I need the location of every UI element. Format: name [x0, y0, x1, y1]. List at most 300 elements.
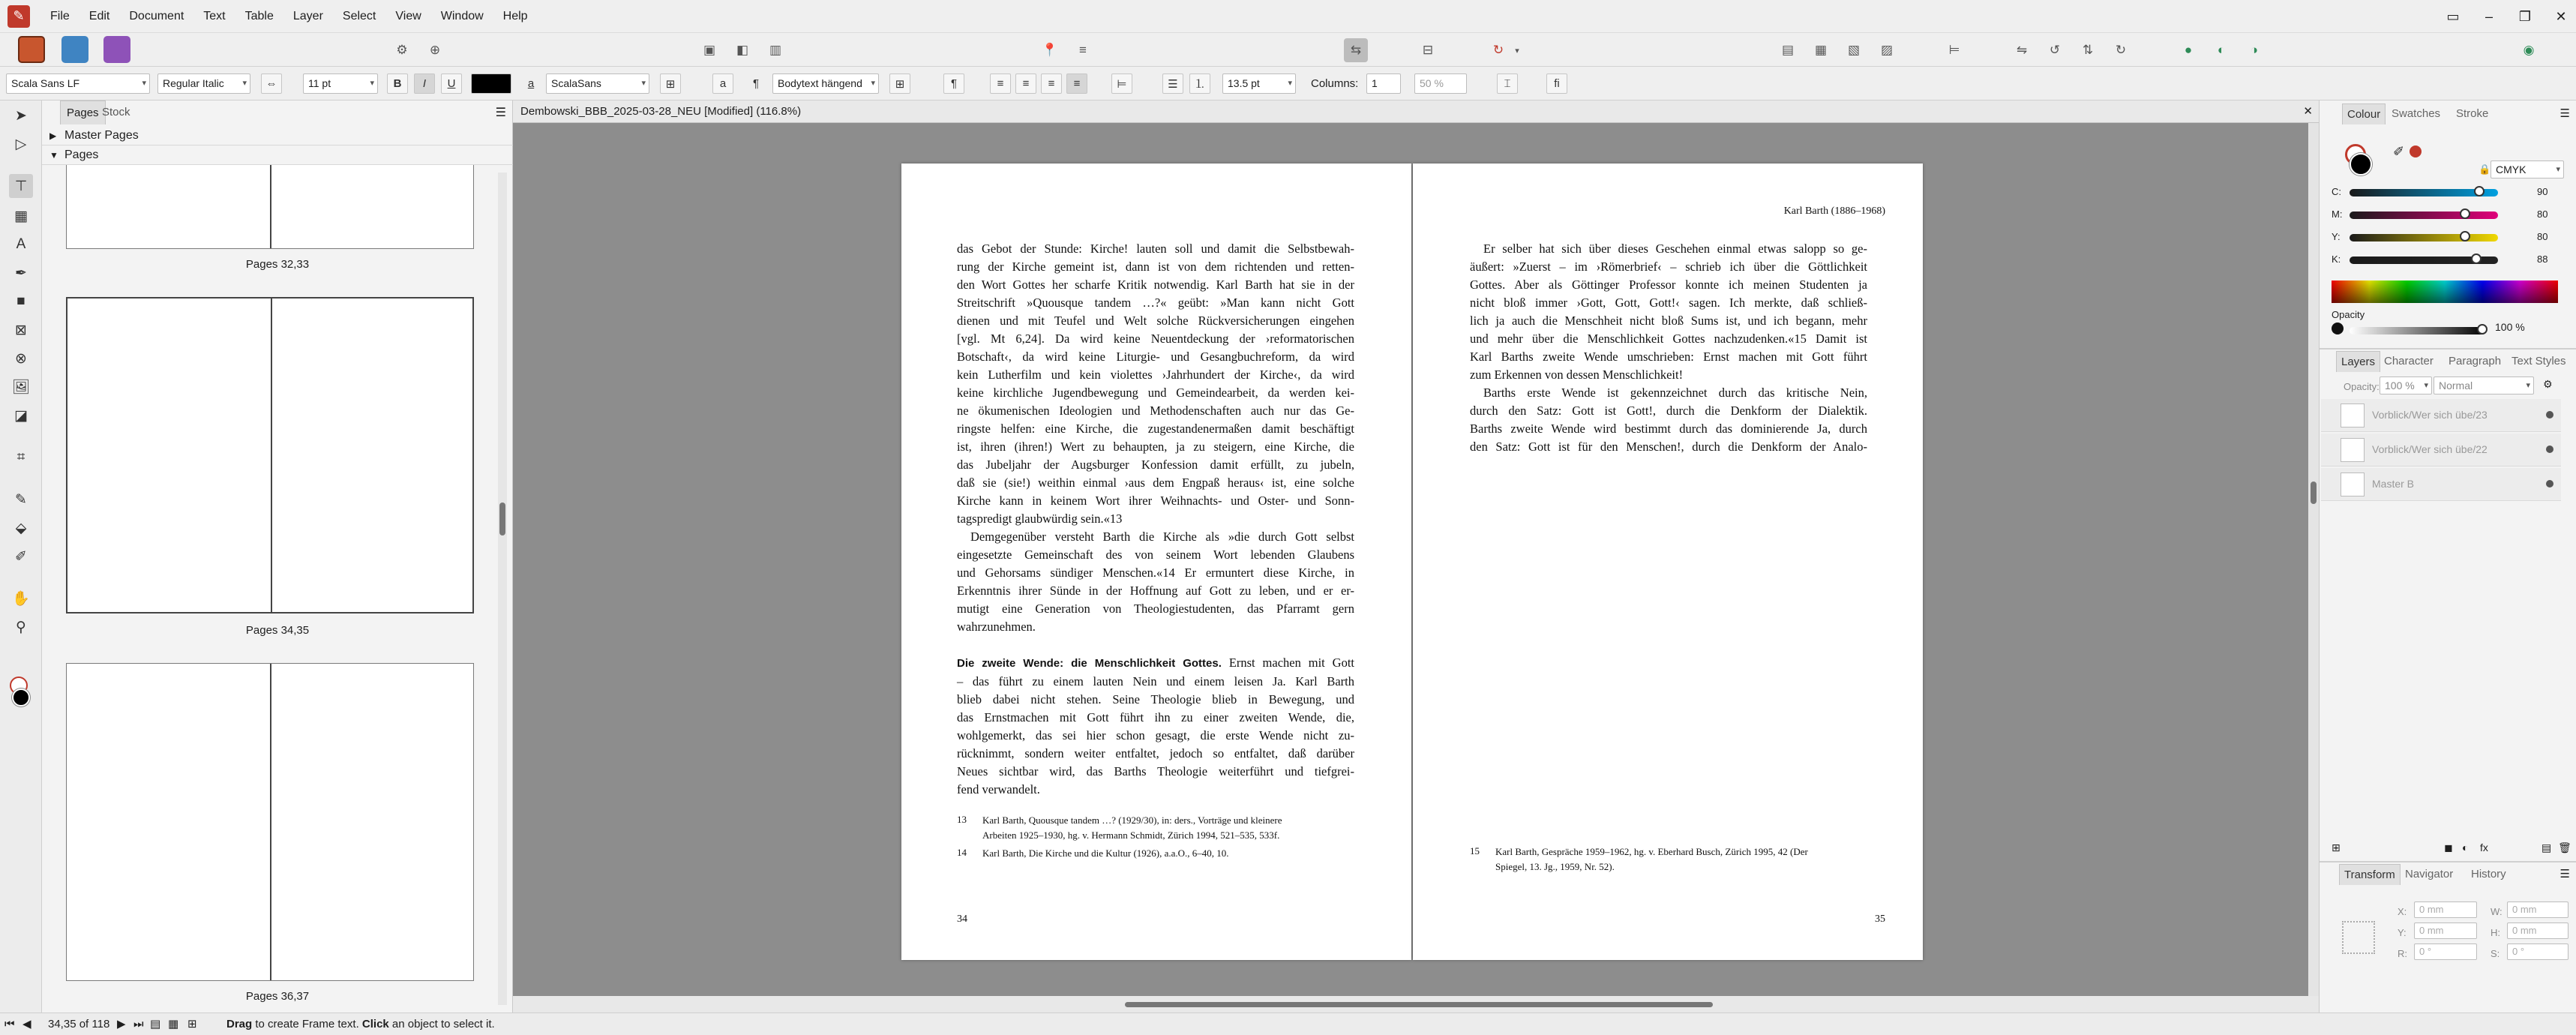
x-field[interactable]: [2414, 902, 2477, 918]
vertical-align-button[interactable]: ⊨: [1111, 74, 1132, 94]
blend-mode-value: Normal: [2439, 380, 2473, 392]
crop-tool-icon[interactable]: ⌗: [16, 449, 25, 465]
frame-text-tool-icon[interactable]: ⊤: [9, 174, 33, 198]
text-line: durch den Satz: Gott ist Gott!, durch die Denkform der Dialektik.: [1470, 404, 1867, 418]
pages-section[interactable]: [42, 146, 513, 165]
italic-label: I: [422, 77, 427, 90]
text-frame-icon[interactable]: ⌶: [1497, 74, 1518, 94]
body-text-block-3[interactable]: [957, 654, 1354, 799]
arrange-backward-icon[interactable]: ▦: [1814, 43, 1828, 57]
menu-item-file[interactable]: File: [50, 9, 70, 22]
text-line: Kirche kann in keinem Wort ihrer Weihnachts- und Oster- und Sonn-: [957, 494, 1354, 508]
thumbnail-label: Pages 32,33: [245, 258, 310, 271]
flip-horizontal-icon[interactable]: ⇋: [2016, 43, 2028, 57]
hint-text-1: to create Frame text.: [252, 1018, 362, 1030]
text-line: [vgl. Mt 6,24]. Da wird keine Neuentdeckung der ›reformatorischen: [957, 332, 1354, 346]
layer-opacity-select[interactable]: 100 % ▾: [2380, 376, 2432, 394]
layer-row[interactable]: [2321, 468, 2561, 501]
tools-panel: [0, 100, 42, 1012]
s-label: S:: [2491, 948, 2500, 959]
columns-input[interactable]: [1366, 74, 1401, 94]
char-style-icon[interactable]: [520, 74, 541, 94]
view-mode-icon[interactable]: ▣: [703, 43, 716, 57]
close-window-button[interactable]: ✕: [2555, 8, 2567, 24]
font-style-select[interactable]: Regular Italic ▾: [157, 74, 250, 94]
layer-opacity-label: Opacity:: [2344, 381, 2380, 392]
document-tab[interactable]: [513, 100, 2319, 123]
page-thumbnail-32-33[interactable]: [66, 165, 474, 249]
align-center-button[interactable]: ≡: [1015, 74, 1036, 94]
opacity-label: Opacity: [2332, 309, 2365, 320]
designer-persona-icon[interactable]: [103, 36, 130, 63]
rotation-field[interactable]: [2414, 944, 2477, 960]
text-line: und mehr über die Menschlichkeit Gottes nachzudenken.«15 Damit ist: [1470, 332, 1867, 346]
scrollbar-thumb[interactable]: [2311, 482, 2317, 504]
text-line: Gottes. Aber als Göttinger Professor konnte ich meinen Studenten ja: [1470, 278, 1867, 292]
tab-swatches[interactable]: Swatches: [2392, 107, 2441, 120]
w-field[interactable]: [2507, 902, 2569, 918]
footnote-number: 15: [1470, 845, 1480, 856]
r-value: 0 °: [2419, 946, 2432, 957]
menu-item-edit[interactable]: Edit: [88, 9, 110, 22]
visibility-dot-icon[interactable]: [2546, 411, 2554, 418]
main-toolbar: [0, 33, 2576, 67]
spread-view-icon[interactable]: ▦: [168, 1018, 179, 1030]
tab-paragraph[interactable]: Paragraph: [2449, 355, 2502, 368]
bold-button[interactable]: [387, 74, 408, 94]
arrange-front-icon[interactable]: ▨: [1880, 43, 1894, 57]
s-value: 0 °: [2512, 946, 2525, 957]
color-model-select[interactable]: CMYK ▾: [2491, 160, 2564, 178]
photo-persona-icon[interactable]: [61, 36, 88, 63]
ligatures-button[interactable]: [1546, 74, 1567, 94]
text-line: daß sie (sie!) weithin einmal ›aus dem Engpaß heraus‹ ist, eine solche: [957, 476, 1354, 490]
first-page-icon[interactable]: ⏮: [4, 1018, 15, 1030]
node-tool-icon[interactable]: ▷: [15, 136, 27, 152]
visibility-dot-icon[interactable]: [2546, 446, 2554, 453]
thumbnail-label: Pages 36,37: [245, 990, 310, 1003]
text-line: eingesetzte Gemeinschaft des von seinem Wort lebenden Glaubens: [957, 548, 1354, 562]
spine: [270, 165, 271, 248]
cmyk-slider[interactable]: [2350, 189, 2498, 196]
cmyk-slider[interactable]: [2350, 256, 2498, 264]
place-image-tool-icon[interactable]: 🖼: [11, 380, 31, 395]
text-line: dienen und mit Teufel und Welt solche Rückversicherungen eingehen: [957, 314, 1354, 328]
layer-add-icon[interactable]: ⊞: [2332, 842, 2341, 854]
char-style-glyph: a: [527, 77, 535, 90]
kerning-icon[interactable]: ⇔: [261, 74, 282, 94]
text-wrap-icon[interactable]: ≡: [1079, 43, 1087, 57]
close-document-icon[interactable]: ✕: [2303, 105, 2313, 118]
text-line: Barths erste Wende ist gekennzeichnet durch das kritische Nein,: [1483, 386, 1867, 400]
previous-page-icon[interactable]: ◀: [22, 1018, 31, 1030]
text-line: fend verwandelt.: [957, 782, 1040, 796]
scrollbar-thumb[interactable]: [1125, 1002, 1713, 1007]
footnote-line: Karl Barth, Gespräche 1959–1962, hg. v. Eberhard Busch, Zürich 1995, 42 (Der: [1495, 846, 1808, 857]
footnote-text[interactable]: [982, 846, 1356, 861]
opacity-swatch: [2332, 322, 2344, 334]
rectangle-tool-icon[interactable]: ■: [16, 293, 25, 309]
text-color-swatch[interactable]: [471, 74, 511, 94]
arrange-back-icon[interactable]: ▤: [1781, 43, 1795, 57]
settings-gear-icon[interactable]: ⚙: [396, 43, 408, 57]
folio-left: 34: [957, 914, 967, 925]
studio-panel: [2319, 100, 2576, 1012]
text-line: Er selber hat sich über dieses Geschehen einmal etwas salopp so ge-: [1483, 242, 1867, 256]
special-chars-glyph: ¶: [950, 77, 958, 90]
snapping-icon[interactable]: ⊕: [429, 43, 441, 57]
text-line: wohlgemerkt, das sei hier schon gesagt, die erste Wende nicht zu-: [957, 728, 1354, 742]
text-line: Demgegenüber versteht Barth die Kirche als »die durch Gott selbst: [970, 530, 1354, 544]
move-tool-icon[interactable]: ➤: [15, 107, 27, 124]
w-value: 0 mm: [2512, 904, 2537, 915]
char-style-select[interactable]: ScalaSans ▾: [546, 74, 649, 94]
transparency-tool-icon[interactable]: ⬙: [15, 520, 27, 536]
page-thumbnail-36-37[interactable]: [66, 663, 474, 981]
body-text-block-2[interactable]: [957, 528, 1354, 636]
minimize-button[interactable]: –: [2485, 8, 2493, 24]
boolean-subtract-icon[interactable]: ◐: [2217, 43, 2226, 57]
pen-tool-icon[interactable]: ✒: [15, 265, 27, 281]
color-model-value: CMYK: [2496, 164, 2527, 176]
text-line: Barths zweite Wende wird bestimmt durch das dominierende Ja, durch: [1470, 422, 1867, 436]
eyedropper-icon[interactable]: ✐: [2393, 144, 2405, 159]
footnote-line: Spiegel, 13. Jg., 1959, Nr. 52).: [1495, 861, 1615, 872]
text-line: Streitschrift »Quousque tandem …?« geübt: »Man kann nicht Gott: [957, 296, 1354, 310]
cmyk-slider[interactable]: [2350, 234, 2498, 242]
page-35[interactable]: [1413, 164, 1923, 960]
layer-name: Vorblick/Wer sich übe/23: [2372, 409, 2488, 421]
layer-adjust-icon[interactable]: ◐: [2462, 842, 2469, 854]
menu-item-window[interactable]: Window: [440, 9, 484, 22]
master-pages-label: Master Pages: [64, 129, 139, 142]
menu-item-view[interactable]: View: [395, 9, 421, 22]
text-line: [957, 654, 1354, 673]
gutter-value: 50 %: [1420, 77, 1444, 89]
opacity-value[interactable]: 100 %: [2495, 321, 2525, 333]
folio-right: 35: [1875, 914, 1885, 925]
page-34[interactable]: [901, 164, 1411, 960]
status-hint: [226, 1013, 495, 1035]
text-frame-options-icon[interactable]: ⊟: [1422, 43, 1434, 57]
para-style-options-icon[interactable]: ⊞: [889, 74, 910, 94]
cmyk-value[interactable]: 80: [2537, 231, 2548, 242]
text-line: Karl Barths zweite Wende umschrieben: Ernst machen mit Gott führt: [1470, 350, 1867, 364]
panel-menu-icon[interactable]: ☰: [2560, 107, 2570, 120]
menu-items: [40, 0, 538, 33]
page-view-icon[interactable]: ▤: [150, 1018, 161, 1030]
numbered-list-button[interactable]: ⒈: [1189, 74, 1210, 94]
text-line: rücknimmt, sondern weiter entfaltet, jedoch so entfaltet, daß darüber: [957, 746, 1354, 760]
body-text-block-1[interactable]: [957, 240, 1354, 528]
shear-field[interactable]: [2507, 944, 2569, 960]
window-controls: [2443, 0, 2572, 33]
footnote-line: Karl Barth, Quousque tandem …? (1929/30), in: ders., Vorträge und kleinere: [982, 814, 1282, 826]
body-text-block-5[interactable]: [1470, 384, 1867, 456]
italic-button[interactable]: [414, 74, 435, 94]
baseline-glyph: a: [719, 77, 727, 90]
footnote-text[interactable]: [1495, 844, 1869, 874]
flip-vertical-icon[interactable]: ⇅: [2082, 43, 2094, 57]
columns-value: 1: [1372, 77, 1378, 89]
slider-knob[interactable]: [2460, 231, 2470, 242]
para-style-select[interactable]: Bodytext hängend ▾: [772, 74, 879, 94]
preflight-dropdown-icon[interactable]: ▾: [1515, 46, 1519, 56]
layer-settings-gear-icon[interactable]: ⚙: [2543, 378, 2553, 390]
text-line: – das führt zu einem lauten Nein und einem leisen Ja. Karl Barth: [957, 674, 1354, 688]
anchor-point-selector[interactable]: [2342, 921, 2375, 954]
h-field[interactable]: [2507, 922, 2569, 939]
para-style-glyph: ¶: [752, 77, 760, 90]
pages-panel: [42, 100, 513, 1012]
y-label: Y:: [2398, 927, 2407, 938]
boolean-add-icon[interactable]: ●: [2184, 43, 2193, 57]
text-line: Botschaft‹, da wird keine Liturgie- und Gesangbuchreform, da wird: [957, 350, 1354, 364]
document-title: Dembowski_BBB_2025-03-28_NEU [Modified] (116.8%): [520, 105, 802, 118]
tab-navigator[interactable]: Navigator: [2405, 868, 2454, 880]
y-value: 0 mm: [2419, 925, 2444, 936]
columns-label: Columns:: [1311, 77, 1359, 90]
table-tool-icon[interactable]: ▦: [14, 208, 28, 224]
footnote-line: Arbeiten 1925–1930, hg. v. Hermann Schmidt, Zürich 1994, 521–535, 533f.: [982, 830, 1280, 841]
text-line: ist, ihren (ihren!) Wert zu behaupten, ja zu steigern, eine Kirche, die: [957, 440, 1354, 454]
para-style-icon[interactable]: [745, 74, 766, 94]
layer-opacity-value: 100 %: [2385, 380, 2415, 392]
picture-frame-tool-icon[interactable]: ⊠: [15, 322, 27, 338]
opacity-slider[interactable]: [2350, 327, 2486, 334]
grid-view-icon[interactable]: ⊞: [187, 1018, 197, 1030]
tab-history[interactable]: History: [2471, 868, 2506, 880]
align-icon[interactable]: ⊨: [1948, 43, 1960, 57]
ellipse-frame-tool-icon[interactable]: ⊗: [15, 350, 27, 367]
footnote-number: 13: [957, 814, 967, 825]
text-line: ne ökumenischen Ideologien und Methodenschaften auch nur das Ge-: [957, 404, 1354, 418]
text-line: das Gebot der Stunde: Kirche! lauten soll und damit die Selbstbewah-: [957, 242, 1354, 256]
show-special-chars-button[interactable]: [943, 74, 964, 94]
gutter-input[interactable]: [1414, 74, 1467, 94]
layer-thumbnail: [2341, 438, 2365, 462]
panel-menu-icon[interactable]: ☰: [2560, 868, 2570, 880]
leading-value: 13.5 pt: [1228, 77, 1260, 89]
font-size-value: 11 pt: [308, 77, 331, 89]
page-indicator[interactable]: 34,35 of 118: [48, 1018, 110, 1030]
underline-button[interactable]: [441, 74, 462, 94]
y-field[interactable]: [2414, 922, 2477, 939]
color-picker-icon[interactable]: ✐: [15, 548, 27, 565]
text-line: tagspredigt glaubwürdig sein.«13: [957, 512, 1123, 526]
layer-delete-icon[interactable]: 🗑: [2558, 842, 2572, 854]
status-bar: [0, 1012, 2576, 1035]
hint-drag: Drag: [226, 1018, 253, 1030]
font-family-select[interactable]: Scala Sans LF ▾: [6, 74, 150, 94]
leading-select[interactable]: 13.5 pt ▾: [1222, 74, 1296, 94]
app-logo[interactable]: ✎: [7, 5, 30, 28]
text-line: nicht bloß immer ›Gott, Gott, Gott!‹ sagen. Ich merkte, daß schließ-: [1470, 296, 1867, 310]
scrollbar-thumb[interactable]: [499, 502, 505, 536]
cmyk-value[interactable]: 80: [2537, 208, 2548, 220]
visibility-dot-icon[interactable]: [2546, 480, 2554, 488]
x-value: 0 mm: [2419, 904, 2444, 915]
text-line: Erkenntnis ihrer Sünde in der Hoffnung auf Gott zu leben, und er er-: [957, 584, 1354, 598]
section-heading: Die zweite Wende: die Menschlichkeit Gottes.: [957, 657, 1222, 670]
bullet-list-button[interactable]: ☰: [1162, 74, 1183, 94]
boolean-intersect-icon[interactable]: ◑: [2250, 43, 2259, 57]
blend-mode-select[interactable]: Normal ▾: [2434, 376, 2534, 394]
panel-menu-icon[interactable]: ☰: [495, 106, 506, 119]
h-value: 0 mm: [2512, 925, 2537, 936]
cmyk-label: M:: [2332, 208, 2343, 220]
fill-tool-icon[interactable]: ✎: [15, 491, 27, 508]
r-label: R:: [2398, 948, 2407, 959]
text-line: Neues sichtbar wird, das Barths Theologie weiterführt und tiefgrei-: [957, 764, 1354, 778]
text-line: das Jubeljahr der Augsburger Konfession damit erfüllt, zu jubeln,: [957, 458, 1354, 472]
link-frames-icon[interactable]: ⇆: [1344, 38, 1368, 62]
chevron-right-icon: ▶: [49, 130, 57, 141]
text-line: keine kirchliche Jugendbewegung und Gemeindearbeit, da werden kei-: [957, 386, 1354, 400]
cmyk-label: K:: [2332, 254, 2341, 265]
restore-button[interactable]: ❐: [2518, 8, 2532, 24]
canvas-vertical-scrollbar[interactable]: [2308, 123, 2319, 996]
slider-knob[interactable]: [2474, 186, 2485, 196]
char-style-options-icon[interactable]: ⊞: [660, 74, 681, 94]
fill-color-well[interactable]: [2350, 153, 2372, 176]
tab-transform[interactable]: Transform: [2339, 864, 2401, 885]
text-line: kein Lutherfilm und kein violettes ›Jahrhundert der Kirche‹, da wird: [957, 368, 1354, 382]
footnote-line: Karl Barth, Die Kirche und die Kultur (1926), a.a.O., 6–40, 10.: [982, 848, 1229, 859]
tab-layers[interactable]: Layers: [2336, 351, 2380, 372]
next-page-icon[interactable]: ▶: [117, 1018, 126, 1030]
cmyk-label: C:: [2332, 186, 2341, 197]
text-line: zum Erkennen von dessen Menschlichkeit!: [1470, 368, 1684, 382]
recent-color-swatch[interactable]: [2410, 146, 2422, 158]
hint-click: Click: [361, 1018, 389, 1030]
layer-group-icon[interactable]: ▤: [2542, 842, 2552, 854]
layer-thumbnail: [2341, 404, 2365, 428]
tab-text-styles[interactable]: Text Styles: [2512, 355, 2566, 368]
layer-name: Master B: [2372, 478, 2415, 490]
tab-stroke[interactable]: Stroke: [2456, 107, 2489, 120]
master-pages-section[interactable]: [42, 126, 513, 146]
footnote-text[interactable]: [982, 813, 1356, 843]
menu-item-select[interactable]: Select: [342, 9, 376, 22]
page-thumbnail-34-35[interactable]: [66, 297, 474, 614]
x-label: X:: [2398, 906, 2407, 917]
text-line: äußert: »Zuerst – im ›Römerbrief‹ – schrieb ich über die Göttlichkeit: [1470, 260, 1867, 274]
lock-icon[interactable]: 🔒: [2479, 164, 2491, 175]
align-right-button[interactable]: ≡: [1041, 74, 1062, 94]
body-text-block-4[interactable]: [1470, 240, 1867, 384]
running-head: Karl Barth (1886–1968): [1783, 206, 1885, 217]
context-toolbar: [0, 67, 2576, 100]
menu-item-layer[interactable]: Layer: [292, 9, 323, 22]
baseline-icon[interactable]: [712, 74, 733, 94]
arrange-forward-icon[interactable]: ▧: [1847, 43, 1861, 57]
menu-bar: [0, 0, 2576, 33]
font-style-value: Regular Italic: [163, 77, 224, 89]
text-line: ringste helfen: eine Kirche, die zugestandenermaßen damit beschäftigt: [957, 422, 1354, 436]
para-style-value: Bodytext hängend: [778, 77, 862, 89]
text-line: wahrzunehmen.: [957, 620, 1036, 634]
cmyk-slider[interactable]: [2350, 212, 2498, 219]
text-line: lich ja auch die Menschheit nicht bloß Sums ist, und ich begann, mehr: [1470, 314, 1867, 328]
layer-row[interactable]: [2321, 399, 2561, 432]
last-page-icon[interactable]: ⏭: [133, 1018, 144, 1030]
tab-pages[interactable]: Pages: [60, 100, 106, 124]
spine: [271, 298, 272, 612]
account-icon[interactable]: ◉: [2523, 43, 2535, 57]
slider-knob[interactable]: [2460, 208, 2470, 219]
cmyk-label: Y:: [2332, 231, 2341, 242]
text-line: mutigt eine Generation von Theologiestudenten, das Pfarramt gern: [957, 602, 1354, 616]
tab-stock[interactable]: Stock: [102, 106, 130, 118]
pages-label: Pages: [64, 148, 99, 161]
text-line: den Wort Gottes her scharfe Kritik notwendig. Karl Barth hat sie in der: [957, 278, 1354, 292]
publisher-persona-icon[interactable]: [18, 36, 45, 63]
layer-mask-icon[interactable]: ◼: [2444, 842, 2453, 854]
preflight-icon[interactable]: ↻: [1492, 43, 1504, 57]
preview-icon[interactable]: ◧: [736, 43, 749, 57]
ligatures-label: fi: [1554, 77, 1560, 90]
tab-character[interactable]: Character: [2384, 355, 2434, 368]
chevron-down-icon: ▼: [49, 150, 58, 160]
artistic-text-tool-icon[interactable]: A: [16, 236, 26, 252]
document-canvas[interactable]: [513, 100, 2319, 1012]
h-label: H:: [2491, 927, 2500, 938]
font-size-select[interactable]: 11 pt ▾: [303, 74, 378, 94]
layer-row[interactable]: [2321, 434, 2561, 466]
color-spectrum[interactable]: [2332, 280, 2558, 303]
cmyk-value[interactable]: 88: [2537, 254, 2548, 265]
menu-item-table[interactable]: Table: [244, 9, 274, 22]
spine: [270, 664, 271, 980]
zoom-tool-icon[interactable]: ⚲: [16, 619, 26, 635]
fill-color-well[interactable]: [12, 688, 30, 706]
shape-tool-icon[interactable]: ◪: [14, 407, 28, 424]
layer-name: Vorblick/Wer sich übe/22: [2372, 443, 2488, 455]
text-line: den Satz: Gott ist für den Menschen!, durch die Denkform der Analo-: [1470, 440, 1867, 454]
w-label: W:: [2491, 906, 2503, 917]
text-line: blieb dabei nicht stehen. Seine Theologie blieb in Bewegung, und: [957, 692, 1354, 706]
bleed-icon[interactable]: ▥: [769, 43, 782, 57]
hint-text-2: an object to select it.: [388, 1018, 495, 1030]
font-family-value: Scala Sans LF: [11, 77, 80, 89]
rotate-left-icon[interactable]: ↺: [2049, 43, 2061, 57]
layer-thumbnail: [2341, 472, 2365, 496]
canvas-horizontal-scrollbar[interactable]: [513, 996, 2319, 1012]
slider-knob[interactable]: [2471, 254, 2482, 264]
view-tool-icon[interactable]: ✋: [12, 591, 30, 607]
rotate-right-icon[interactable]: ↻: [2115, 43, 2127, 57]
layout-icon[interactable]: ▭: [2446, 8, 2460, 24]
char-style-value: ScalaSans: [551, 77, 601, 89]
thumbnail-label: Pages 34,35: [245, 624, 310, 637]
bold-label: B: [393, 77, 402, 90]
pages-scrollbar[interactable]: [498, 172, 507, 1005]
footnote-number: 14: [957, 847, 967, 858]
menu-item-help[interactable]: Help: [502, 9, 528, 22]
cmyk-value[interactable]: 90: [2537, 186, 2548, 197]
align-left-button[interactable]: ≡: [990, 74, 1011, 94]
underline-label: U: [447, 77, 456, 90]
menu-item-text[interactable]: Text: [203, 9, 226, 22]
text-line: das Ernstmachen mit Gott führt ihn zu einer zweiten Wende, die,: [957, 710, 1354, 724]
menu-item-document[interactable]: Document: [129, 9, 184, 22]
pin-icon[interactable]: 📍: [1042, 43, 1058, 57]
layer-fx-icon[interactable]: fx: [2480, 842, 2488, 854]
tab-colour[interactable]: Colour: [2342, 104, 2386, 124]
text-line: und Gehorsams sündiger Menschen.«14 Er ermuntert diese Kirche, in: [957, 566, 1354, 580]
justify-button[interactable]: ≡: [1066, 74, 1087, 94]
